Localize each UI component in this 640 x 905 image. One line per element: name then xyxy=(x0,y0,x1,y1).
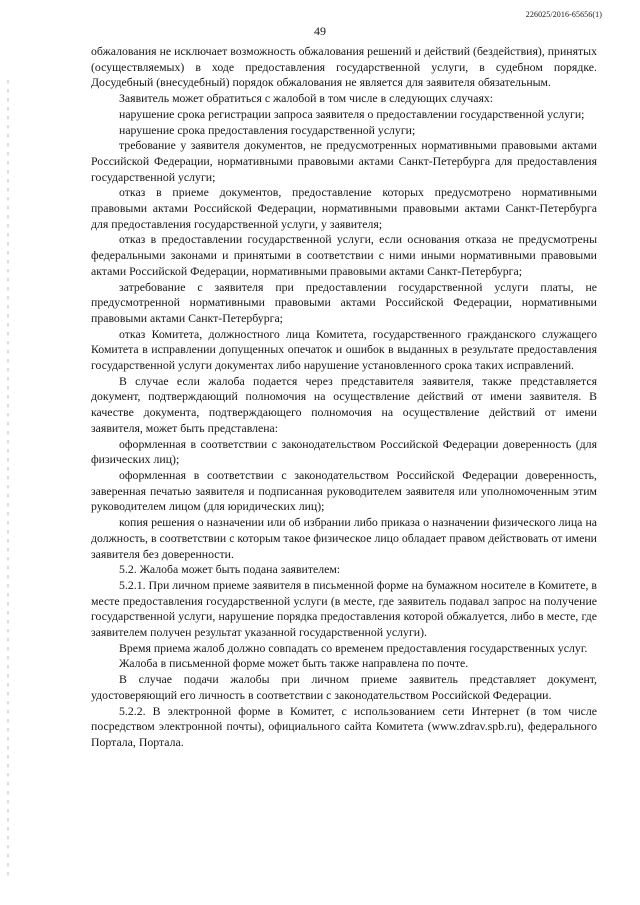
paragraph: 5.2.2. В электронной форме в Комитет, с использованием сети Интернет (в том числе посредством электронной почты), официального сайта Комитета (www.zdrav.spb.ru), федерального Портала, Портала. xyxy=(91,703,597,749)
paragraph: В случае если жалоба подается через представителя заявителя, также представляется документ, подтверждающий полномочия на осуществление действий от имени заявителя. В качестве документа, подтверждающего полномочия на осуществление действий от имени заявителя, может быть представлена: xyxy=(91,373,597,435)
paragraph: 5.2.1. При личном приеме заявителя в письменной форме на бумажном носителе в Комитете, в месте предоставления государственной услуги (в месте, где заявитель подавал запрос на получение государственной услуги, нарушение порядка предоставления которой обжалуется, либо в месте, где заявителем получен результат указанной государственной услуги). xyxy=(91,577,597,640)
paragraph: требование у заявителя документов, не предусмотренных нормативными правовыми актами Российской Федерации, нормативными правовыми актами Санкт-Петербурга для предоставления государственной услуги; xyxy=(91,138,597,184)
paragraph: Время приема жалоб должно совпадать со временем предоставления государственных услуг. xyxy=(119,640,588,655)
paragraph: отказ в предоставлении государственной услуги, если основания отказа не предусмотрены федеральными законами и принятыми в соответствии с ними иными нормативными правовыми актами Российской Федерации, нормативными правовыми актами Санкт-Петербурга; xyxy=(91,232,597,278)
paragraph: затребование с заявителя при предоставлении государственной услуги платы, не предусмотренной нормативными правовыми актами Российской Федерации, нормативными правовыми актами Санкт-Петербурга; xyxy=(91,279,597,325)
paragraph: В случае подачи жалобы при личном приеме заявитель представляет документ, удостоверяющий его личность в соответствии с законодательством Российской Федерации. xyxy=(91,672,597,702)
paragraph: обжалования не исключает возможность обжалования решений и действий (бездействия), принятых (осуществляемых) в ходе предоставления государственной услуги, в судебном порядке. Досудебный (внесудебный) порядок обжалования не является для заявителя обязательным. xyxy=(91,44,597,90)
paragraph: нарушение срока предоставления государственной услуги; xyxy=(119,122,416,137)
page-number: 49 xyxy=(314,24,326,38)
paragraph: Заявитель может обратиться с жалобой в том числе в следующих случаях: xyxy=(119,91,494,106)
paragraph: оформленная в соответствии с законодательством Российской Федерации доверенность, заверенная печатью заявителя и подписанная руководителем заявителя или уполномоченным этим руководителем лицом (для юридических лиц); xyxy=(91,467,597,514)
paragraph: нарушение срока регистрации запроса заявителя о предоставлении государственной услуги; xyxy=(119,106,585,121)
paragraph: оформленная в соответствии с законодательством Российской Федерации доверенность (для физических лиц); xyxy=(91,436,597,467)
paragraph: отказ Комитета, должностного лица Комитета, государственного гражданского служащего Комитета в исправлении допущенных опечаток и ошибок в выданных в результате предоставления государственной услуги документах либо нарушение установленного срока таких исправлений. xyxy=(91,326,597,373)
scan-edge-marks xyxy=(7,80,9,880)
paragraph: 5.2. Жалоба может быть подана заявителем: xyxy=(119,562,341,577)
document-code: 226025/2016-65656(1) xyxy=(525,10,602,19)
paragraph: копия решения о назначении или об избрании либо приказа о назначении физического лица на должность, в соответствии с которым такое физическое лицо обладает правом действовать от имени заявителя без доверенности. xyxy=(91,515,597,561)
body-text xyxy=(91,44,597,751)
paragraph: Жалоба в письменной форме может быть также направлена по почте. xyxy=(119,656,469,671)
paragraph: отказ в приеме документов, предоставление которых предусмотрено нормативными правовыми актами Российской Федерации, нормативными правовыми актами Санкт-Петербурга для предоставления государственной услуги, у заявителя; xyxy=(91,185,597,231)
